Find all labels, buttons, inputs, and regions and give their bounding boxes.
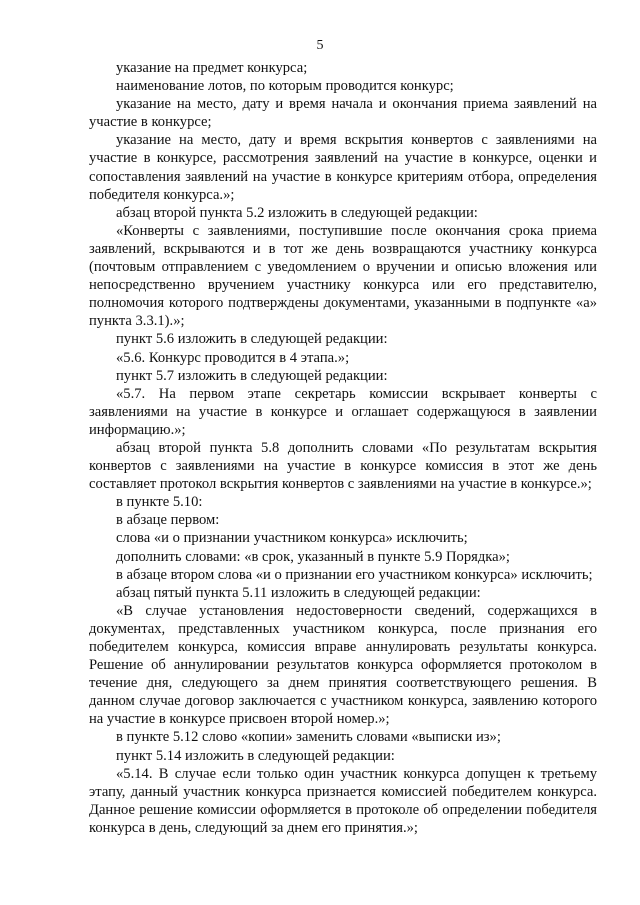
paragraph: слова «и о признании участником конкурса» исключить;: [116, 530, 468, 547]
paragraph: наименование лотов, по которым проводится конкурс;: [116, 78, 454, 95]
paragraph: абзац второй пункта 5.2 изложить в следующей редакции:: [116, 204, 478, 221]
paragraph: «Конверты с заявлениями, поступившие после окончания срока приема заявлений, вскрываются и в тот же день возвращаются участнику конкурса (почтовым отправлением с уведомлением о вручении и описью вложения или непосредственно вручением участнику конкурса или его представителю, полномочия которого подтверждены документами, указанными в подпункте «а» пункта 3.3.1).»;: [89, 222, 597, 330]
paragraph: «5.7. На первом этапе секретарь комиссии вскрывает конверты с заявлениями на участие в конкурсе и оглашает содержащуюся в заявлении информацию.»;: [89, 385, 597, 438]
page-number: 5: [316, 38, 324, 53]
paragraph: абзац пятый пункта 5.11 изложить в следующей редакции:: [116, 584, 481, 601]
paragraph: пункт 5.6 изложить в следующей редакции:: [116, 331, 388, 348]
paragraph: пункт 5.7 изложить в следующей редакции:: [116, 367, 388, 384]
paragraph: в пункте 5.10:: [116, 494, 203, 511]
paragraph: абзац второй пункта 5.8 дополнить словами «По результатам вскрытия конвертов с заявлениями на участие в конкурсе комиссия в этот же день составляет протокол вскрытия конвертов с заявлениями на участие в конкурсе.»;: [89, 439, 597, 493]
paragraph: «В случае установления недостоверности сведений, содержащихся в документах, представленных участником конкурса, после признания его победителем конкурса, комиссия вправе аннулировать результаты конкурса. Решение об аннулировании результатов конкурса оформляется протоколом в течение дня, следующего за днем принятия соответствующего решения. В данном случае договор заключается с участником конкурса, заявлению которого на участие в конкурсе присвоен второй номер.»;: [89, 602, 597, 728]
paragraph: дополнить словами: «в срок, указанный в пункте 5.9 Порядка»;: [116, 548, 510, 565]
paragraph: указание на предмет конкурса;: [116, 60, 308, 76]
paragraph: в пункте 5.12 слово «копии» заменить словами «выписки из»;: [116, 729, 501, 746]
document-body: [89, 59, 597, 837]
paragraph: «5.14. В случае если только один участник конкурса допущен к третьему этапу, данный участник конкурса признается комиссией победителем конкурса. Данное решение комиссии оформляется в протоколе об определении победителя конкурса в день, следующий за днем его принятия.»;: [89, 765, 597, 836]
paragraph: в абзаце втором слова «и о признании его участником конкурса» исключить;: [116, 566, 593, 583]
paragraph: указание на место, дату и время вскрытия конвертов с заявлениями на участие в конкурсе, рассмотрения заявлений на участие в конкурсе, оценки и сопоставления заявлений на участие в конкурсе критериям отбора, определения победителя конкурса.»;: [89, 132, 597, 203]
paragraph: пункт 5.14 изложить в следующей редакции:: [116, 747, 395, 764]
paragraph: «5.6. Конкурс проводится в 4 этапа.»;: [116, 349, 350, 366]
paragraph: в абзаце первом:: [116, 512, 220, 529]
paragraph: указание на место, дату и время начала и окончания приема заявлений на участие в конкурсе;: [89, 96, 597, 131]
